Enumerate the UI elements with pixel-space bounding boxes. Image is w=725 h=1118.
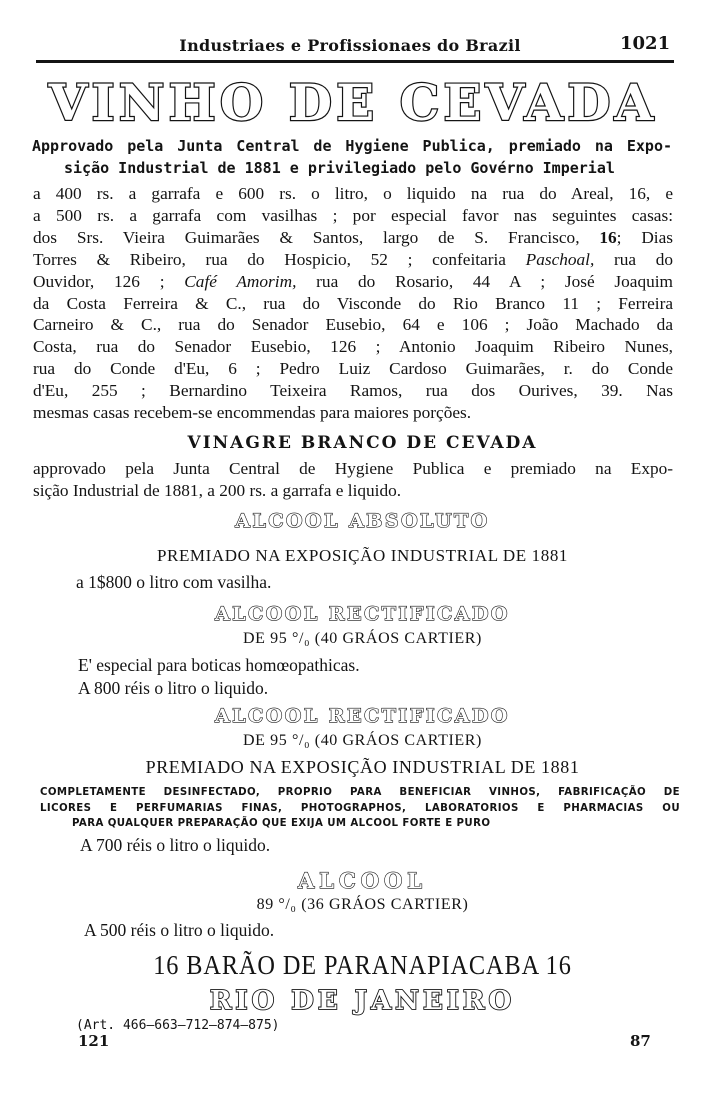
text-line: d'Eu, 255 ; Bernardino Teixeira Ramos, rua dos Ourives, 39. Nas	[33, 381, 673, 401]
vinho-paragraph	[33, 183, 673, 424]
text-line: a 500 rs. a garrafa com vasilhas ; por especial favor nas seguintes casas:	[33, 205, 673, 225]
text-line: sição Industrial de 1881, a 200 rs. a garrafa e liquido.	[33, 480, 402, 500]
alcool-rectificado-2-price: A 700 réis o litro o liquido.	[80, 835, 271, 855]
text-line: da Costa Ferreira & C., rua do Visconde do Rio Branco 11 ; Ferreira	[33, 293, 673, 313]
alcool-rectificado-2-degree: DE 95 °/₀ (40 GRÁOS CARTIER)	[243, 732, 482, 749]
text-line: LICORES E PERFUMARIAS FINAS, PHOTOGRAPHOS, LABORATORIOS E PHARMACIAS OU	[40, 802, 680, 814]
text-fragment: Torres & Ribeiro, rua do Hospicio, 52 ; confeitaria	[33, 249, 506, 269]
approval-line-2: sição Industrial de 1881 e privilegiado pelo Govérno Imperial	[64, 159, 615, 177]
text-line: PARA QUALQUER PREPARAÇÃO QUE EXIJA UM ALCOOL FORTE E PURO	[72, 818, 491, 829]
bold-number: 16	[599, 227, 617, 247]
text-fragment: rua do Rosario, 44 A ; José Joaquim	[316, 271, 673, 291]
running-header: Industriaes e Profissionaes do Brazil	[179, 36, 521, 55]
text-line: a 400 rs. a garrafa e 600 rs. o litro, o liquido na rua do Areal, 16, e	[33, 184, 673, 203]
address-line: 16 BARÃO DE PARANAPIACABA 16	[153, 950, 572, 980]
alcool-rectificado-price: A 800 réis o litro o liquido.	[78, 678, 269, 698]
alcool-absoluto-award: PREMIADO NA EXPOSIÇÃO INDUSTRIAL DE 1881	[156, 546, 569, 565]
vinagre-heading: VINAGRE BRANCO DE CEVADA	[187, 433, 538, 453]
italic-name: Café Amorim,	[184, 271, 297, 291]
text-line: COMPLETAMENTE DESINFECTADO, PROPRIO PARA BENEFICIAR VINHOS, FABRIFICAÇÃO DE	[40, 787, 680, 798]
alcool-price: A 500 réis o litro o liquido.	[84, 920, 275, 940]
text-line	[33, 249, 673, 271]
text-line: rua do Conde d'Eu, 6 ; Pedro Luiz Cardoso Guimarães, r. do Conde	[33, 359, 673, 379]
text-line: approvado pela Junta Central de Hygiene Publica e premiado na Expo-	[33, 459, 673, 478]
text-fragment: dos Srs. Vieira Guimarães & Santos, largo de S. Francisco,	[33, 227, 580, 247]
alcool-rectificado-2-description	[40, 785, 680, 832]
text-line: Carneiro & C., rua do Senador Eusebio, 64 e 106 ; João Machado da	[33, 315, 673, 335]
main-title: VINHO DE CEVADA	[48, 73, 658, 132]
text-fragment: ; Dias	[616, 227, 673, 247]
italic-name: Paschoal,	[525, 249, 595, 269]
alcool-rectificado-special: E' especial para boticas homœopathicas.	[78, 655, 360, 675]
text-line: Costa, rua do Senador Eusebio, 126 ; Antonio Joaquim Ribeiro Nunes,	[33, 337, 673, 357]
header-rule	[36, 60, 674, 63]
alcool-absoluto-heading: ALCOOL ABSOLUTO	[235, 510, 490, 532]
alcool-rectificado-2-heading: ALCOOL RECTIFICADO	[215, 705, 510, 727]
approval-line-1: Approvado pela Junta Central de Hygiene Publica, premiado na Expo-	[32, 137, 672, 155]
footer-number-right: 87	[630, 1032, 651, 1050]
page-number: 1021	[620, 33, 671, 54]
alcool-rectificado-heading: ALCOOL RECTIFICADO	[215, 603, 510, 625]
text-line	[33, 271, 673, 293]
alcool-rectificado-degree: DE 95 °/₀ (40 GRÁOS CARTIER)	[243, 630, 482, 647]
text-line: mesmas casas recebem-se encommendas para maiores porções.	[33, 403, 472, 423]
article-reference: (Art. 466—663—712—874—875)	[76, 1018, 280, 1033]
vinagre-paragraph	[33, 458, 673, 502]
text-fragment: rua do	[613, 249, 673, 269]
alcool-degree: 89 °/₀ (36 GRÁOS CARTIER)	[256, 896, 469, 913]
footer-number-left: 121	[78, 1032, 110, 1050]
alcool-rectificado-2-award: PREMIADO NA EXPOSIÇÃO INDUSTRIAL DE 1881	[145, 757, 580, 777]
approval-statement	[32, 135, 672, 179]
text-line	[33, 227, 673, 249]
city-name: RIO DE JANEIRO	[209, 986, 516, 1016]
alcool-absoluto-price: a 1$800 o litro com vasilha.	[76, 572, 272, 592]
text-fragment: Ouvidor, 126 ;	[33, 271, 165, 291]
alcool-heading: ALCOOL	[297, 868, 428, 893]
